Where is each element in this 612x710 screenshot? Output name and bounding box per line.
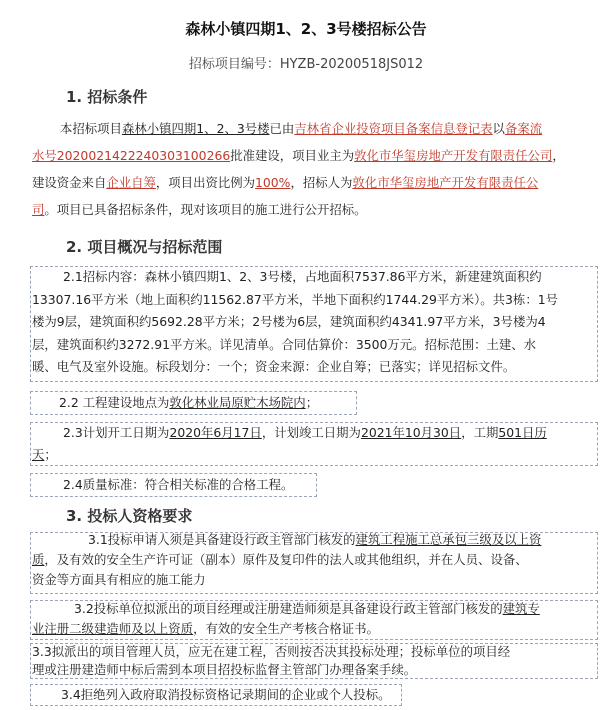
s2-location-box [30,391,357,415]
s2-scope-line-5: 暖、电气及室外设施。标段划分：一个；资金来源：企业自筹；已落实；详见招标文件。 [32,359,516,374]
s3-qual-3-line-1: 3.3拟派出的项目管理人员，应无在建工程，否则按否决其投标处理；投标单位的项目经 [32,644,511,659]
s1-text: 本招标项目 [60,121,122,136]
s1-text: 以 [492,121,505,136]
s2-text: 2.2 工程建设地点为 [59,395,170,410]
s2-scope-line-2: 13307.16平方米（地上面积约11562.87平方米，半地下面积约1744.29平方米）。共3栋：1号 [32,291,558,307]
s2-text: ，计划竣工日期为 [261,425,361,440]
s3-manager-requirement: 建筑专 [502,601,540,616]
s3-qual-2-line-2 [32,619,379,639]
s3-text: ，及有效的安全生产许可证（副本）原件及复印件的法人或其他组织，并在人员、设备、 [44,552,528,567]
s3-manager-requirement-cont: 业注册二级建造师及以上资质 [32,621,194,636]
s3-qual-3-box [30,643,598,679]
s1-text: ，项目出资比例为 [155,175,256,190]
s3-qual-2-box [30,600,598,640]
s3-qual-4-box [30,684,402,706]
s1-line-4 [32,196,367,223]
s2-schedule-line-2 [32,444,57,466]
s2-text: ，工期 [461,425,499,440]
s1-text: 。项目已具备招标条件，现对该项目的施工进行公开招标。 [44,202,367,217]
s2-start-date: 2020年6月17日 [169,425,262,440]
page-title: 森林小镇四期1、2、3号楼招标公告 [185,20,427,38]
s2-scope-line-4: 层，建筑面积约3272.91平方米。详见清单。合同估算价：3500万元。招标范围：土建、水 [32,336,537,352]
s2-text: ； [44,447,57,462]
s3-qual-3-line-2: 理或注册建造师中标后需到本项目招投标监督主管部门办理备案手续。 [32,662,417,677]
s1-record-no: 备案流 [504,121,543,136]
s3-text: 3.1投标申请人须是具备建设行政主管部门核发的 [88,532,356,547]
s1-funding: 企业自筹 [106,175,156,190]
s1-text: ，招标人为 [290,175,353,190]
s1-text: ， [552,148,565,163]
s2-location-value: 敦化林业局原贮木场院内 [169,395,306,410]
section-1-heading: 1. 招标条件 [66,88,148,106]
s2-scope-line-3: 楼为9层，建筑面积约5692.28平方米；2号楼为6层，建筑面积约4341.97平方米，3号楼为4 [32,314,546,329]
s3-qual-1-line-1 [88,530,541,550]
s3-qual-requirement: 建筑工程施工总承包三级及以上资 [355,532,542,547]
s2-schedule-box [30,422,598,466]
s2-text: ； [305,395,319,410]
s1-tenderer-cont: 司 [32,202,45,217]
section-2-heading: 2. 项目概况与招标范围 [66,238,223,256]
s2-quality-box [30,473,317,497]
s1-text: 建设资金来自 [32,175,107,190]
s1-record-no-cont: 水号2020021422240303100266 [32,148,231,163]
s1-ratio: 100% [255,175,291,190]
s3-qual-2-line-1 [74,599,540,619]
s1-line-2 [32,142,565,169]
s3-text: ，有效的安全生产考核合格证书。 [193,621,379,636]
s2-schedule-line-1 [63,422,547,444]
s1-project-name: 森林小镇四期1、2、3号楼 [121,121,270,136]
project-number: 招标项目编号：HYZB-20200518JS012 [188,57,424,72]
s1-text: 批准建设，项目业主为 [230,148,355,163]
s3-qual-4: 3.4拒绝列入政府取消投标资格记录期间的企业或个人投标。 [61,687,391,702]
s2-end-date: 2021年10月30日 [360,425,462,440]
s1-line-3 [32,169,538,196]
s2-location [59,389,318,416]
s1-approval-doc: 吉林省企业投资项目备案信息登记表 [294,121,493,136]
s2-duration-cont: 天 [32,447,45,462]
s2-duration: 501日历 [498,425,547,440]
s2-scope-box [30,266,598,382]
s3-qual-requirement-cont: 质 [32,552,45,567]
s1-tenderer: 敦化市华玺房地产开发有限责任公 [352,175,539,190]
s3-text: 3.2投标单位拟派出的项目经理或注册建造师须是具备建设行政主管部门核发的 [74,601,503,616]
section-3-heading: 3. 投标人资格要求 [66,507,193,525]
s2-quality: 2.4质量标准：符合相关标准的合格工程。 [63,477,294,492]
s1-owner: 敦化市华玺房地产开发有限责任公司 [354,148,553,163]
s3-qual-1-box [30,532,598,594]
s1-text: 已由 [269,121,295,136]
s1-line-1 [60,115,542,142]
s3-qual-1-line-3: 资金等方面具有相应的施工能力 [32,572,206,587]
s2-scope-line-1: 2.1招标内容：森林小镇四期1、2、3号楼，占地面积7537.86平方米，新建建筑面积约 [63,269,542,284]
s3-qual-1-line-2 [32,550,528,570]
s2-text: 2.3计划开工日期为 [63,425,170,440]
